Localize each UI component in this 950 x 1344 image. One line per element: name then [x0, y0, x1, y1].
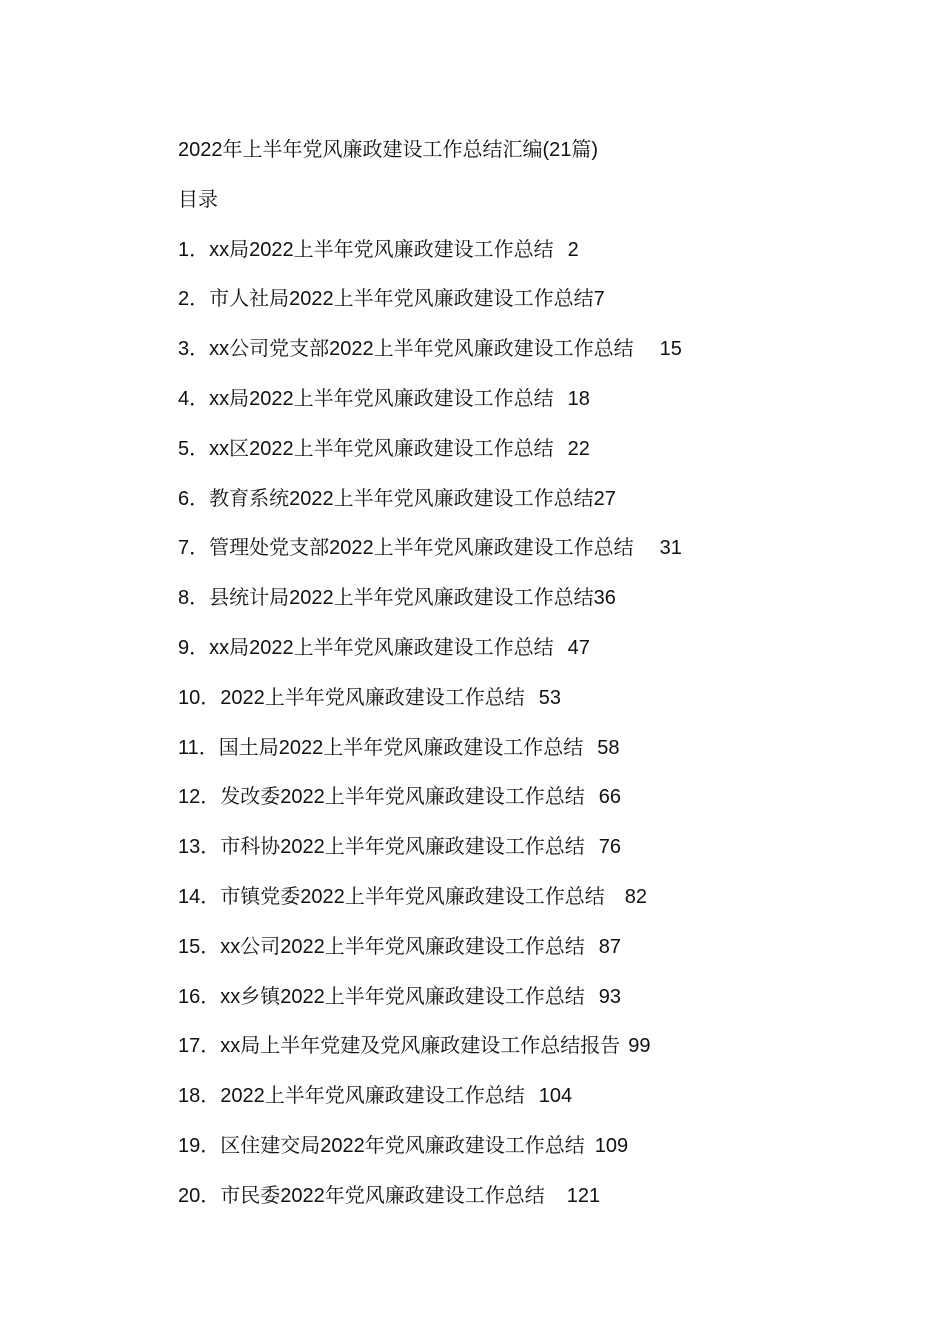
toc-entry-page-number: 76	[598, 836, 621, 859]
toc-entry-page-number: 109	[594, 1134, 629, 1157]
toc-entry-page-number: 53	[538, 686, 561, 709]
toc-entry-number: 15．	[178, 935, 221, 958]
toc-entry-number: 9．	[178, 636, 210, 659]
toc-entry-number: 10．	[178, 686, 221, 709]
toc-entry[interactable]	[178, 680, 818, 730]
toc-entry-title: 2022上半年党风廉政建设工作总结	[220, 686, 525, 709]
toc-entry-title: 国土局2022上半年党风廉政建设工作总结	[218, 736, 584, 759]
toc-entry[interactable]	[178, 829, 818, 879]
toc-entry-number: 19．	[178, 1134, 221, 1157]
toc-entry-page-number: 93	[598, 985, 621, 1008]
toc-entry-page-number: 2	[567, 238, 579, 261]
toc-entry[interactable]	[178, 281, 818, 331]
toc-entry-page-number: 36	[593, 587, 616, 610]
toc-entry[interactable]	[178, 331, 818, 381]
toc-entry[interactable]	[178, 530, 818, 580]
toc-entry-page-number: 82	[624, 885, 647, 908]
toc-heading: 目录	[178, 188, 218, 211]
toc-entry[interactable]	[178, 730, 818, 780]
toc-entry[interactable]	[178, 381, 818, 431]
toc-entry-title: 管理处党支部2022上半年党风廉政建设工作总结	[209, 537, 634, 560]
toc-entry[interactable]	[178, 1178, 818, 1228]
toc-entry-page-number: 15	[659, 338, 682, 361]
toc-entry-page-number: 121	[566, 1184, 601, 1207]
toc-entry-number: 5．	[178, 437, 210, 460]
toc-entry-number: 4．	[178, 387, 210, 410]
toc-entry-title: xx公司党支部2022上半年党风廉政建设工作总结	[209, 338, 634, 361]
document-content	[178, 132, 818, 1228]
toc-entry-title: 县统计局2022上半年党风廉政建设工作总结	[209, 587, 594, 610]
toc-entry-number: 17．	[178, 1035, 221, 1058]
toc-entry-title: 市民委2022年党风廉政建设工作总结	[220, 1184, 545, 1207]
toc-entry-number: 2．	[178, 288, 210, 311]
toc-entry-title: xx局2022上半年党风廉政建设工作总结	[209, 238, 554, 261]
toc-entry-title: 发改委2022上半年党风廉政建设工作总结	[220, 786, 585, 809]
toc-entry-number: 16．	[178, 985, 221, 1008]
toc-entry-title: 区住建交局2022年党风廉政建设工作总结	[220, 1134, 585, 1157]
toc-entry-number: 14．	[178, 885, 221, 908]
toc-entry[interactable]	[178, 1078, 818, 1128]
toc-entry-number: 7．	[178, 537, 210, 560]
toc-entry-title: xx乡镇2022上半年党风廉政建设工作总结	[220, 985, 585, 1008]
toc-entry-page-number: 58	[597, 736, 620, 759]
toc-entry-title: 2022上半年党风廉政建设工作总结	[220, 1085, 525, 1108]
toc-entry-page-number: 66	[598, 786, 621, 809]
toc-entry-number: 8．	[178, 587, 210, 610]
toc-entry[interactable]	[178, 431, 818, 481]
document-title: 2022年上半年党风廉政建设工作总结汇编(21篇)	[178, 139, 599, 161]
toc-entry-title: 市人社局2022上半年党风廉政建设工作总结	[209, 288, 594, 311]
toc-entry-page-number: 87	[598, 935, 621, 958]
toc-entry[interactable]	[178, 232, 818, 282]
toc-entry-title: xx局2022上半年党风廉政建设工作总结	[209, 636, 554, 659]
toc-entry-number: 3．	[178, 338, 210, 361]
toc-entry[interactable]	[178, 779, 818, 829]
toc-entry-number: 13．	[178, 836, 221, 859]
toc-entry-number: 20．	[178, 1184, 221, 1207]
toc-entry-page-number: 47	[567, 636, 590, 659]
toc-entry[interactable]	[178, 1128, 818, 1178]
toc-entry[interactable]	[178, 929, 818, 979]
toc-entry-page-number: 27	[593, 487, 616, 510]
toc-entry[interactable]	[178, 879, 818, 929]
toc-entry-number: 1．	[178, 238, 210, 261]
toc-entry-page-number: 18	[567, 387, 590, 410]
toc-entry-page-number: 31	[659, 537, 682, 560]
toc-entry[interactable]	[178, 580, 818, 630]
toc-entry-title: xx公司2022上半年党风廉政建设工作总结	[220, 935, 585, 958]
toc-entry[interactable]	[178, 979, 818, 1029]
toc-entry-title: 市科协2022上半年党风廉政建设工作总结	[220, 836, 585, 859]
toc-entry-page-number: 99	[628, 1035, 651, 1058]
toc-entry[interactable]	[178, 481, 818, 531]
toc-entry-page-number: 22	[567, 437, 590, 460]
toc-entry-number: 6．	[178, 487, 210, 510]
toc-entry[interactable]	[178, 1028, 818, 1078]
toc-entry-number: 12．	[178, 786, 221, 809]
toc-entry-page-number: 104	[538, 1085, 573, 1108]
toc-entry-number: 11．	[178, 736, 219, 759]
toc-entry-page-number: 7	[593, 288, 605, 311]
table-of-contents	[178, 232, 818, 1228]
toc-entry[interactable]	[178, 630, 818, 680]
toc-entry-title: xx局2022上半年党风廉政建设工作总结	[209, 387, 554, 410]
toc-entry-title: 教育系统2022上半年党风廉政建设工作总结	[209, 487, 594, 510]
toc-entry-number: 18．	[178, 1085, 221, 1108]
toc-entry-title: xx区2022上半年党风廉政建设工作总结	[209, 437, 554, 460]
toc-entry-title: xx局上半年党建及党风廉政建设工作总结报告	[220, 1035, 621, 1058]
toc-entry-title: 市镇党委2022上半年党风廉政建设工作总结	[220, 885, 605, 908]
